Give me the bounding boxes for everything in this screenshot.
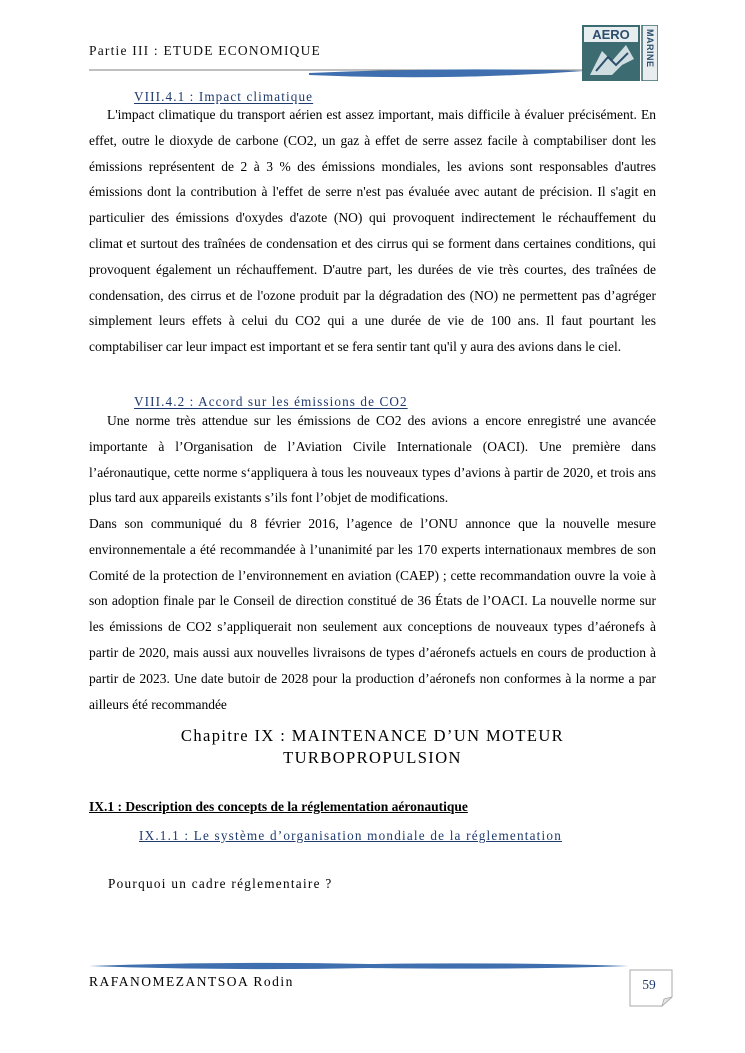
footer-rule: [89, 960, 634, 972]
chapter-title-line-2: TURBOPROPULSION: [283, 748, 462, 767]
ix1-heading: IX.1 : Description des concepts de la réglementation aéronautique: [89, 799, 468, 814]
paragraph-impact-climatique: [89, 102, 656, 360]
paragraph-impact-climatique-text: L'impact climatique du transport aérien est assez important, mais difficile à évaluer précisément. En effet, outre le dioxyde de carbone (CO2, un gaz à effet de serre assez facile à comptabiliser dont les émissions représentent de 2 à 3 % des émissions mondiales, les avions sont responsables d'autres émissions dont la contribution à l'effet de serre n'est pas évaluée avec autant de précision. Il s'agit en particulier des émissions d'oxydes d'azote (NO) qui provoquent indirectement le réchauffement du climat et surtout des traînées de condensation et des cirrus qui se forment dans certaines conditions, qui provoquent également un réchauffement. D'autre part, les durées de vie très courtes, des traînées de condensation, des cirrus et de l'ozone produit par la dégradation des (NO) ne permettent pas d’agréger simplement leurs effets à celui du CO2 qui a une durée de vie de 100 ans. Il faut pourtant les comptabiliser car leur impact est important et se fera sentir tant qu'il y aura des avions dans le ciel.: [89, 107, 656, 355]
aero-marine-logo: [582, 25, 658, 81]
question-text: Pourquoi un cadre réglementaire ?: [108, 876, 333, 891]
section-heading-impact-climatique: VIII.4.1 : Impact climatique: [134, 89, 314, 104]
logo-text-aero: AERO: [592, 27, 630, 42]
page-number-box: [629, 969, 673, 1007]
paragraph-accord-co2-text: Une norme très attendue sur les émissions de CO2 des avions a encore enregistré une avancée importante à l’Organisation de l’Aviation Civile Internationale (OACI). Une première dans l’aéronautique, cette norme s‘appliquera à tous les nouveaux types d’avions à partir de 2020, et trois ans plus tard aux appareils existants s’ils font l’objet de modifications.: [89, 413, 656, 506]
ix11-subheading: IX.1.1 : Le système d’organisation mondiale de la réglementation: [139, 828, 562, 843]
header-rule: [89, 66, 589, 82]
footer-author: RAFANOMEZANTSOA Rodin: [89, 974, 294, 989]
paragraph-accord-co2: [89, 408, 656, 511]
logo-text-marine: MARINE: [645, 29, 655, 68]
section-heading-accord-co2: VIII.4.2 : Accord sur les émissions de CO2: [134, 394, 408, 409]
chapter-title-line-1: Chapitre IX : MAINTENANCE D’UN MOTEUR: [180, 726, 565, 745]
running-header: Partie III : ETUDE ECONOMIQUE: [89, 43, 322, 58]
paragraph-communique: Dans son communiqué du 8 février 2016, l’agence de l’ONU annonce que la nouvelle mesure environnementale a été recommandée à l’unanimité par les 170 experts internationaux membres de son Comité de la protection de l’environnement en aviation (CAEP) ; cette recommandation ouvre la voie à son adoption finale par le Conseil de direction constitué de 36 États de l’OACI. La nouvelle norme sur les émissions de CO2 s’appliquerait non seulement aux conceptions de nouveaux types d’aéronefs à partir de 2020, mais aussi aux nouvelles livraisons de types d’aéronefs actuels en cours de production à partir de 2023. Une date butoir de 2028 pour la production d’aéronefs non conformes à la norme a par ailleurs été recommandée: [89, 516, 656, 712]
page-number: 59: [642, 977, 656, 992]
